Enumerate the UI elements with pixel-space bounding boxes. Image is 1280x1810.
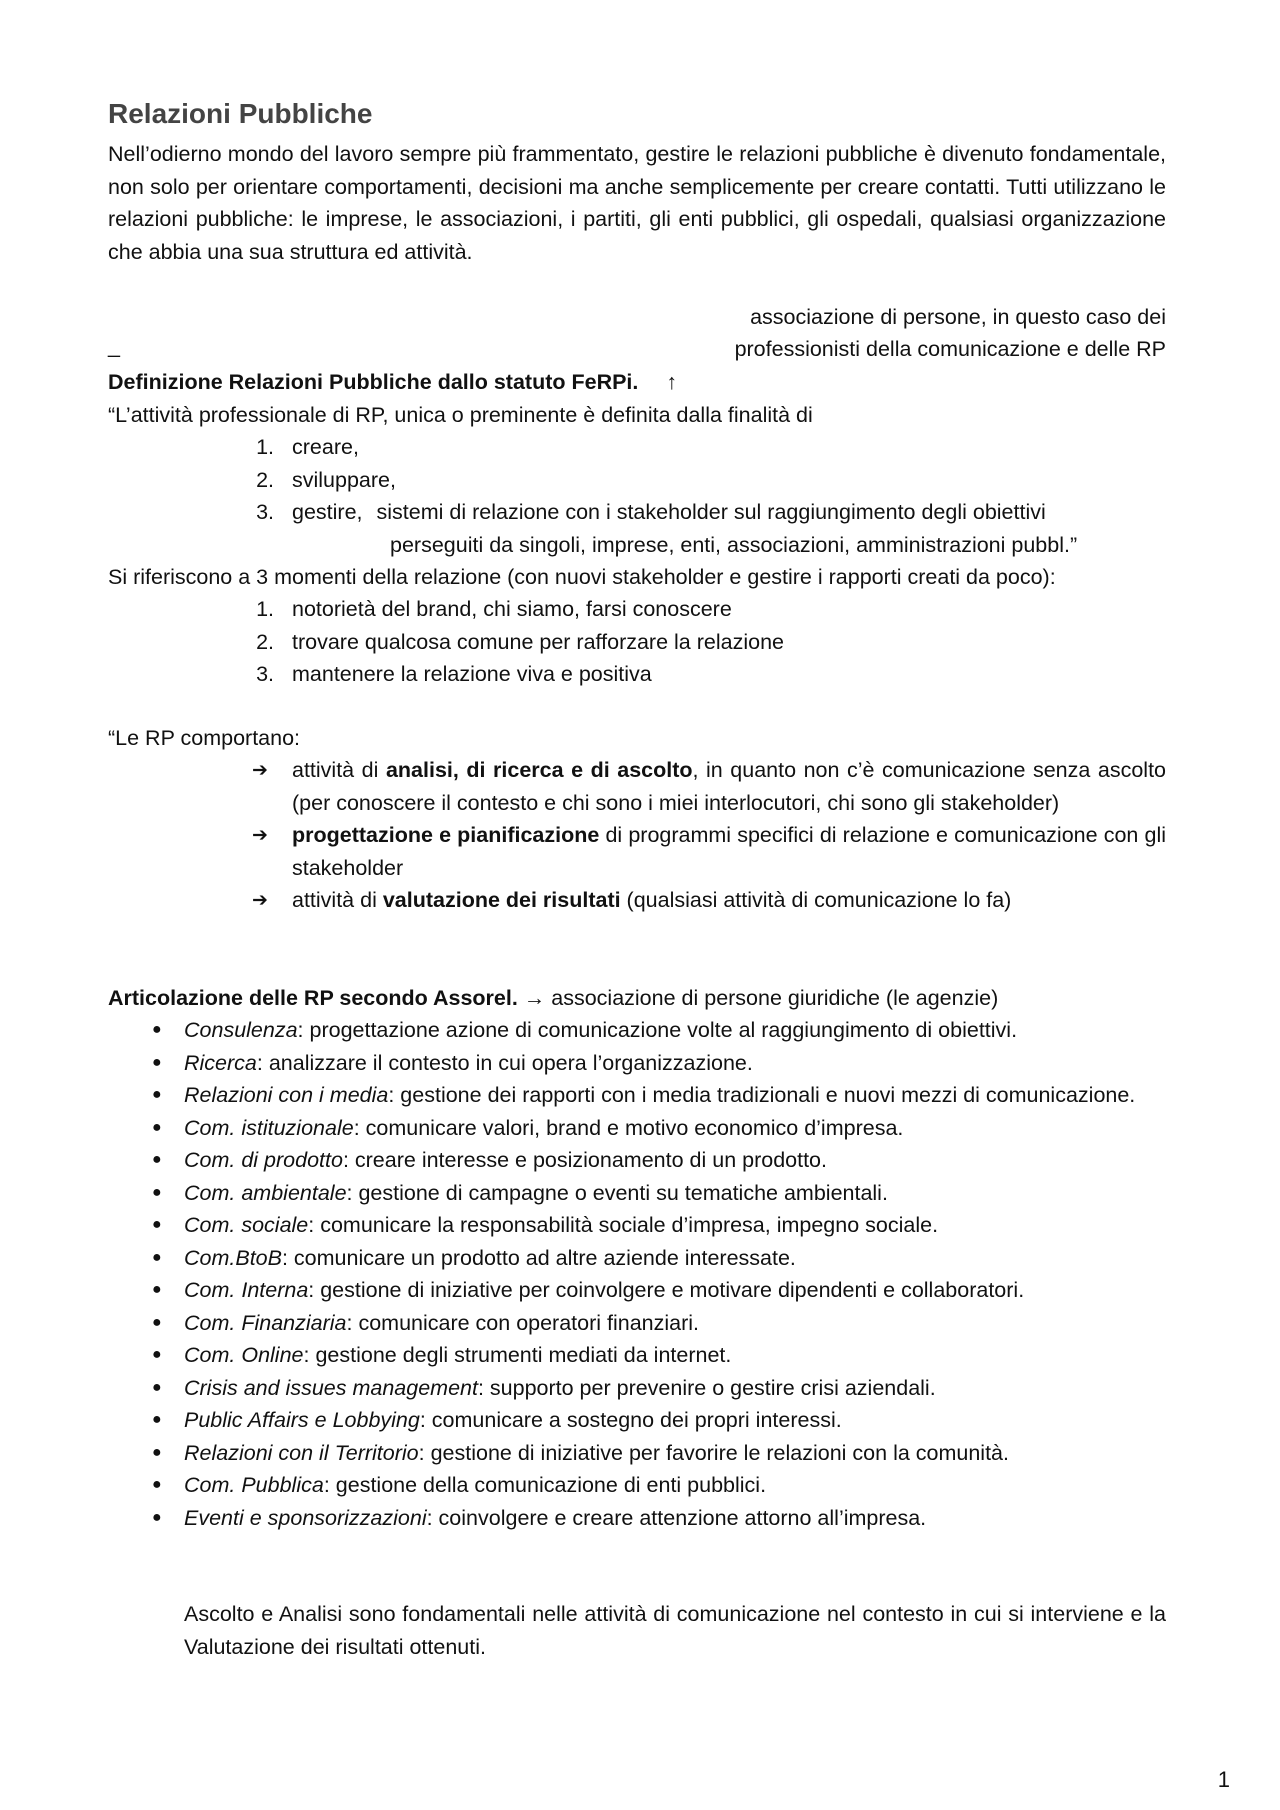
list-item-term: Com. istituzionale <box>184 1115 354 1140</box>
list-item <box>150 1307 1166 1340</box>
list-item <box>250 464 1046 497</box>
list-item <box>150 1437 1166 1470</box>
bullet-icon: ● <box>152 1151 162 1168</box>
list-item-description: : comunicare con operatori finanziari. <box>346 1310 700 1335</box>
bullet-icon: ● <box>152 1378 162 1396</box>
list-item <box>150 1372 1166 1405</box>
list-item-text: , in quanto non c’è comunicazione senza ascolto (per conoscere il contesto e chi sono i miei interlocutori, chi sono gli stakeholder) <box>292 758 1166 815</box>
list-item <box>150 1209 1166 1242</box>
list-item-text: attività di <box>292 888 383 912</box>
list-item <box>150 1502 1166 1535</box>
arrow-right-icon: ➔ <box>252 824 268 846</box>
definition-quote-intro: “L’attività professionale di RP, unica o preminente è definita dalla finalità di <box>108 403 813 427</box>
list-item-text: mantenere la relazione viva e positiva <box>292 662 652 686</box>
articolazione-heading-text: Articolazione delle RP secondo Assorel. <box>108 986 518 1010</box>
list-item-term: Com. Finanziaria <box>184 1310 347 1335</box>
list-item-description: : gestione di campagne o eventi su tematiche ambientali. <box>346 1180 888 1205</box>
moments-list <box>250 593 784 691</box>
list-item <box>150 1079 1166 1112</box>
list-item-term: Com. ambientale <box>184 1180 347 1205</box>
list-item-term: Relazioni con il Territorio <box>184 1440 419 1465</box>
list-item-text: sviluppare, <box>292 467 396 492</box>
definition-heading <box>108 366 677 399</box>
list-item-term: Com. di prodotto <box>184 1148 343 1172</box>
list-item-text: gestire, <box>292 500 363 524</box>
list-item-description: : gestione di iniziative per coinvolgere e motivare dipendenti e collaboratori. <box>308 1278 1025 1302</box>
page-number: 1 <box>1217 1767 1230 1792</box>
list-item-description: : gestione degli strumenti mediati da internet. <box>303 1343 732 1367</box>
list-item-description: : comunicare a sostegno dei propri interessi. <box>419 1408 842 1432</box>
list-item <box>150 1047 1166 1080</box>
list-item-term: Com. sociale <box>184 1213 309 1237</box>
list-item-description: : coinvolgere e creare attenzione attorno all’impresa. <box>426 1505 927 1530</box>
list-item-bold: valutazione dei risultati <box>382 888 621 912</box>
bullet-icon: ● <box>152 1086 162 1103</box>
closing-paragraph: Ascolto e Analisi sono fondamentali nelle attività di comunicazione nel contesto in cui si interviene e la Valutazione dei risultati ottenuti. <box>184 1602 1166 1659</box>
list-item-description: : gestione della comunicazione di enti pubblici. <box>323 1473 767 1497</box>
list-item-term: Eventi e sponsorizzazioni <box>184 1505 427 1530</box>
list-number: 3. <box>256 500 274 524</box>
list-item-bold: progettazione e pianificazione <box>292 823 600 847</box>
list-item-bold: analisi, di ricerca e di ascolto <box>385 758 693 782</box>
list-item <box>150 1014 1166 1047</box>
rp-comportano-intro: “Le RP comportano: <box>108 726 301 750</box>
bullet-icon: ● <box>152 1118 162 1136</box>
list-item-description: : creare interesse e posizionamento di un prodotto. <box>342 1148 827 1172</box>
list-item-term: Crisis and issues management <box>184 1375 478 1400</box>
list-item <box>250 626 784 659</box>
list-item <box>250 496 1046 529</box>
list-item-description: : comunicare valori, brand e motivo economico d’impresa. <box>353 1115 904 1140</box>
list-item-term: Relazioni con i media <box>184 1083 389 1107</box>
list-item-term: Public Affairs e Lobbying <box>184 1408 420 1432</box>
list-item-description: : gestione di iniziative per favorire le relazioni con la comunità. <box>418 1440 1009 1465</box>
list-item <box>250 884 1166 917</box>
list-item-description: : analizzare il contesto in cui opera l’organizzazione. <box>256 1050 753 1075</box>
underscore-mark: _ <box>108 334 120 358</box>
intro-paragraph: Nell’odierno mondo del lavoro sempre più frammentato, gestire le relazioni pubbliche è divenuto fondamentale, non solo per orientare comportamenti, decisioni ma anche semplicemente per creare contatti. Tutti utilizzano le relazioni pubbliche: le imprese, le associazioni, i partiti, gli enti pubblici, gli ospedali, qualsiasi organizzazione che abbia una sua struttura ed attività. <box>108 142 1166 264</box>
list-item-term: Com.BtoB <box>184 1245 282 1270</box>
bullet-icon: ● <box>152 1476 162 1493</box>
list-item <box>150 1112 1166 1145</box>
bullet-icon: ● <box>152 1183 162 1201</box>
list-item-text: creare, <box>292 435 359 459</box>
list-item-term: Consulenza <box>184 1018 298 1042</box>
articolazione-heading-rest: → associazione di persone giuridiche (le agenzie) <box>517 986 999 1010</box>
bullet-icon: ● <box>152 1281 162 1298</box>
list-item-continuation: sistemi di relazione con i stakeholder sul raggiungimento degli obiettivi <box>376 500 1046 524</box>
list-item <box>150 1177 1166 1210</box>
arrow-right-icon: ➔ <box>252 759 268 781</box>
rp-comportano-list <box>250 754 1166 917</box>
moments-intro: Si riferiscono a 3 momenti della relazione (con nuovi stakeholder e gestire i rapporti creati da poco): <box>108 565 1056 589</box>
list-item <box>250 431 1046 464</box>
list-number: 3. <box>256 662 274 686</box>
list-item <box>250 658 784 691</box>
list-number: 2. <box>256 467 274 492</box>
page-title: Relazioni Pubbliche <box>108 98 373 129</box>
side-note-line-1: associazione di persone, in questo caso dei <box>750 305 1166 329</box>
list-item <box>250 819 1166 884</box>
list-item <box>150 1404 1166 1437</box>
definition-quote-continuation: perseguiti da singoli, imprese, enti, associazioni, amministrazioni pubbl.” <box>390 533 1078 557</box>
bullet-icon: ● <box>152 1346 162 1363</box>
list-item-description: : gestione dei rapporti con i media tradizionali e nuovi mezzi di comunicazione. <box>388 1083 1136 1107</box>
list-item <box>250 593 784 626</box>
list-item <box>150 1469 1166 1502</box>
list-item <box>150 1339 1166 1372</box>
list-item <box>150 1144 1166 1177</box>
list-item-text: di programmi specifici di relazione e comunicazione con gli stakeholder <box>292 823 1166 880</box>
bullet-icon: ● <box>152 1313 162 1331</box>
articolazione-heading <box>108 982 998 1015</box>
list-item-term: Com. Interna <box>184 1278 309 1302</box>
bullet-icon: ● <box>152 1411 162 1428</box>
bullet-icon: ● <box>152 1508 162 1526</box>
list-number: 1. <box>256 435 274 459</box>
list-item-term: Com. Pubblica <box>184 1473 324 1497</box>
list-item-text: attività di <box>292 758 386 782</box>
list-item-description: : comunicare un prodotto ad altre aziende interessate. <box>281 1245 796 1270</box>
bullet-icon: ● <box>152 1021 162 1038</box>
list-number: 2. <box>256 629 274 654</box>
up-arrow-icon: ↑ <box>666 370 678 394</box>
list-item <box>150 1242 1166 1275</box>
list-item <box>150 1274 1166 1307</box>
list-item-text: notorietà del brand, chi siamo, farsi conoscere <box>292 597 732 621</box>
bullet-icon: ● <box>152 1443 162 1461</box>
bullet-icon: ● <box>152 1053 162 1071</box>
list-item-text: trovare qualcosa comune per rafforzare la relazione <box>292 629 784 654</box>
list-item-term: Ricerca <box>184 1050 257 1075</box>
bullet-icon: ● <box>152 1248 162 1266</box>
definition-steps-list <box>250 431 1046 529</box>
side-note-line-2: professionisti della comunicazione e delle RP <box>734 337 1166 361</box>
bullet-icon: ● <box>152 1216 162 1233</box>
list-item-text: (qualsiasi attività di comunicazione lo fa) <box>620 888 1012 912</box>
list-item-term: Com. Online <box>184 1343 304 1367</box>
list-number: 1. <box>256 597 274 621</box>
list-item-description: : progettazione azione di comunicazione volte al raggiungimento di obiettivi. <box>297 1018 1018 1042</box>
list-item <box>250 754 1166 819</box>
list-item-description: : supporto per prevenire o gestire crisi aziendali. <box>477 1375 936 1400</box>
definition-heading-text: Definizione Relazioni Pubbliche dallo statuto FeRPi. <box>108 370 639 394</box>
articolazione-list <box>150 1014 1166 1534</box>
arrow-right-icon: ➔ <box>252 889 268 911</box>
list-item-description: : comunicare la responsabilità sociale d’impresa, impegno sociale. <box>308 1213 939 1237</box>
